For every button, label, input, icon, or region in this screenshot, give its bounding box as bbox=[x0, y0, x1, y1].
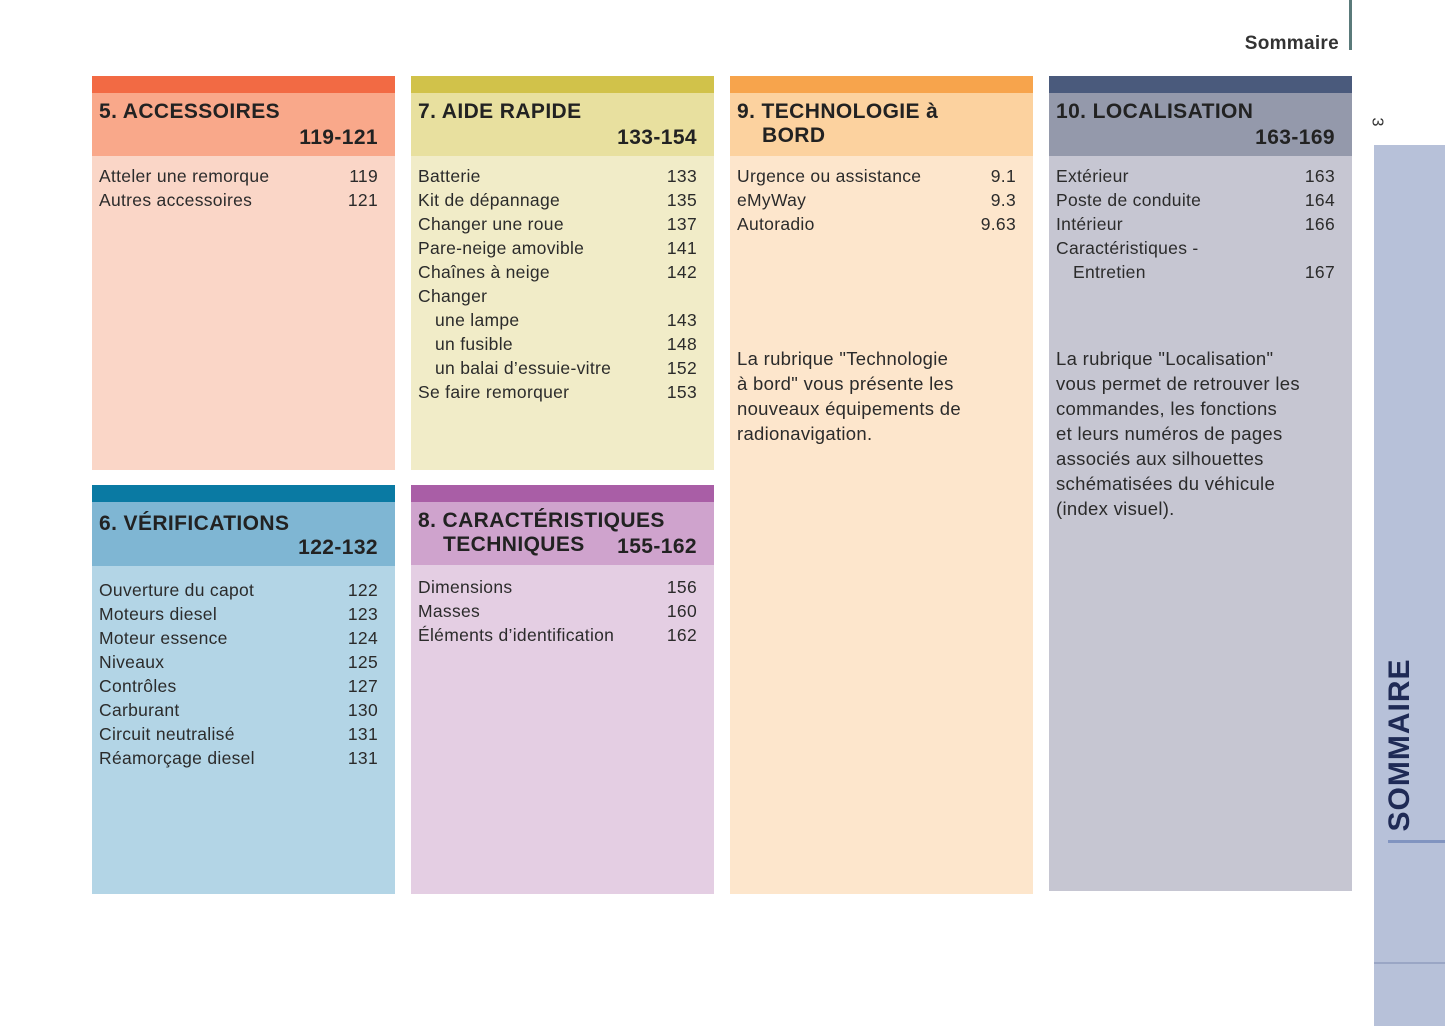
toc-entry-page: 9.63 bbox=[980, 214, 1016, 234]
toc-entry-label: Autres accessoires bbox=[99, 190, 253, 210]
side-tab-text: SOMMAIRE bbox=[1383, 658, 1416, 832]
toc-entry[interactable] bbox=[418, 380, 707, 404]
section-title-line-2: TECHNIQUES bbox=[443, 533, 585, 556]
description-line: vous permet de retrouver les bbox=[1056, 373, 1300, 394]
toc-entry[interactable] bbox=[99, 674, 388, 698]
section-header bbox=[411, 93, 714, 156]
section-localisation bbox=[1049, 76, 1352, 891]
section-body bbox=[92, 156, 395, 212]
toc-entry-page: 125 bbox=[347, 652, 378, 672]
toc-entry-page: 131 bbox=[347, 748, 378, 768]
toc-entry-label: Masses bbox=[418, 601, 481, 621]
section-verifications bbox=[92, 485, 395, 894]
toc-entry-page: 142 bbox=[666, 262, 697, 282]
section-color-stripe bbox=[411, 485, 714, 502]
description-line: radionavigation. bbox=[737, 423, 873, 444]
toc-entry[interactable] bbox=[418, 212, 707, 236]
toc-entry-label: eMyWay bbox=[737, 190, 807, 210]
toc-entry-page: 135 bbox=[666, 190, 697, 210]
toc-entry-label: Circuit neutralisé bbox=[99, 724, 235, 744]
description-line: La rubrique "Localisation" bbox=[1056, 348, 1274, 369]
toc-entry-label: un fusible bbox=[435, 334, 513, 354]
section-title: 6. VÉRIFICATIONS bbox=[99, 512, 290, 535]
toc-entry-page: 152 bbox=[666, 358, 697, 378]
page-header-title: Sommaire bbox=[1244, 33, 1339, 54]
description-line: (index visuel). bbox=[1056, 498, 1175, 519]
toc-entry[interactable] bbox=[1056, 212, 1345, 236]
toc-entry[interactable] bbox=[737, 188, 1026, 212]
toc-group-heading bbox=[1056, 236, 1345, 260]
toc-entry-label: Moteur essence bbox=[99, 628, 228, 648]
section-color-stripe bbox=[1049, 76, 1352, 93]
description-line: nouveaux équipements de bbox=[737, 398, 961, 419]
description-line: commandes, les fonctions bbox=[1056, 398, 1278, 419]
section-body bbox=[92, 566, 395, 770]
toc-entry[interactable] bbox=[99, 698, 388, 722]
toc-entry-page: 153 bbox=[666, 382, 697, 402]
section-title-line-1: 8. CARACTÉRISTIQUES bbox=[418, 509, 665, 532]
toc-entry-label: Intérieur bbox=[1056, 214, 1123, 234]
toc-entry-page: 143 bbox=[666, 310, 697, 330]
section-body bbox=[1049, 156, 1352, 521]
toc-entry-label: une lampe bbox=[435, 310, 520, 330]
toc-entry[interactable] bbox=[418, 575, 707, 599]
toc-entry-label: Changer une roue bbox=[418, 214, 564, 234]
toc-entry[interactable] bbox=[1056, 188, 1345, 212]
toc-group-heading bbox=[418, 284, 707, 308]
toc-entry-page: 121 bbox=[347, 190, 378, 210]
toc-entry-page: 162 bbox=[666, 625, 697, 645]
toc-entry-label: Poste de conduite bbox=[1056, 190, 1202, 210]
toc-entry[interactable] bbox=[418, 356, 707, 380]
toc-entry-page: 148 bbox=[666, 334, 697, 354]
toc-entry[interactable] bbox=[418, 188, 707, 212]
section-body bbox=[411, 156, 714, 404]
toc-entry-label: Niveaux bbox=[99, 652, 165, 672]
toc-entry[interactable] bbox=[418, 260, 707, 284]
section-body bbox=[411, 565, 714, 647]
toc-entry-page: 9.1 bbox=[990, 166, 1016, 186]
toc-entry-page: 163 bbox=[1304, 166, 1335, 186]
toc-entry-page: 127 bbox=[347, 676, 378, 696]
section-header bbox=[1049, 93, 1352, 156]
toc-entry-label: Kit de dépannage bbox=[418, 190, 561, 210]
toc-entry-label: un balai d’essuie-vitre bbox=[435, 358, 612, 378]
toc-entry-label: Urgence ou assistance bbox=[737, 166, 922, 186]
toc-entry-page: 130 bbox=[347, 700, 378, 720]
section-page-range: 119-121 bbox=[299, 126, 378, 149]
toc-entry[interactable] bbox=[418, 599, 707, 623]
toc-entry[interactable] bbox=[99, 188, 388, 212]
description-line: et leurs numéros de pages bbox=[1056, 423, 1283, 444]
toc-entry[interactable] bbox=[737, 164, 1026, 188]
toc-entry-label: Atteler une remorque bbox=[99, 166, 270, 186]
side-tab-divider bbox=[1374, 962, 1445, 964]
section-caracteristiques-techniques bbox=[411, 485, 714, 894]
toc-entry[interactable] bbox=[99, 626, 388, 650]
section-body bbox=[730, 156, 1033, 446]
toc-entry-label: Autoradio bbox=[737, 214, 815, 234]
section-header bbox=[92, 502, 395, 566]
toc-entry-page: 141 bbox=[666, 238, 697, 258]
toc-entry[interactable] bbox=[418, 164, 707, 188]
section-page-range: 163-169 bbox=[1255, 126, 1335, 149]
toc-entry[interactable] bbox=[418, 236, 707, 260]
toc-entry-label: Pare-neige amovible bbox=[418, 238, 585, 258]
toc-entry[interactable] bbox=[418, 332, 707, 356]
toc-entry-label: Contrôles bbox=[99, 676, 177, 696]
side-tab-underline bbox=[1388, 840, 1445, 843]
toc-entry[interactable] bbox=[99, 722, 388, 746]
toc-entry-label: Éléments d’identification bbox=[418, 625, 615, 645]
description-line: associés aux silhouettes bbox=[1056, 448, 1264, 469]
header-rule bbox=[1349, 0, 1352, 50]
toc-entry-page: 164 bbox=[1304, 190, 1335, 210]
section-header bbox=[411, 502, 714, 565]
section-description bbox=[1056, 346, 1345, 521]
toc-entry-page: 160 bbox=[666, 601, 697, 621]
page-number: 3 bbox=[1368, 117, 1386, 127]
section-page-range: 122-132 bbox=[298, 536, 378, 559]
toc-entry[interactable] bbox=[99, 602, 388, 626]
toc-entry[interactable] bbox=[1056, 164, 1345, 188]
toc-entry-label: Chaînes à neige bbox=[418, 262, 550, 282]
toc-entry[interactable] bbox=[418, 623, 707, 647]
section-title: 7. AIDE RAPIDE bbox=[418, 100, 582, 123]
description-line: à bord" vous présente les bbox=[737, 373, 954, 394]
section-page-range: 133-154 bbox=[617, 126, 697, 149]
toc-entry-label: Dimensions bbox=[418, 577, 513, 597]
toc-entry-page: 123 bbox=[347, 604, 378, 624]
description-line: schématisées du véhicule bbox=[1056, 473, 1276, 494]
section-header bbox=[92, 93, 395, 156]
toc-entry-label: Carburant bbox=[99, 700, 180, 720]
section-title-line-1: 9. TECHNOLOGIE à bbox=[737, 100, 939, 123]
toc-entry-page: 156 bbox=[666, 577, 697, 597]
toc-entry-label: Entretien bbox=[1073, 262, 1146, 282]
toc-entry[interactable] bbox=[737, 212, 1026, 236]
section-description bbox=[737, 346, 1026, 446]
side-tab[interactable] bbox=[1374, 145, 1445, 1026]
toc-entry-page: 124 bbox=[347, 628, 378, 648]
section-color-stripe bbox=[730, 76, 1033, 93]
section-page-range: 155-162 bbox=[617, 535, 697, 558]
side-tab-label bbox=[1360, 660, 1440, 830]
toc-entry-page: 119 bbox=[349, 166, 378, 186]
toc-entry-page: 137 bbox=[666, 214, 697, 234]
toc-entry-label: Caractéristiques - bbox=[1056, 238, 1199, 258]
toc-entry-label: Se faire remorquer bbox=[418, 382, 570, 402]
toc-entry[interactable] bbox=[99, 650, 388, 674]
toc-entry[interactable] bbox=[99, 578, 388, 602]
section-technologie-a-bord bbox=[730, 76, 1033, 894]
section-color-stripe bbox=[92, 485, 395, 502]
toc-entry-page: 122 bbox=[347, 580, 378, 600]
section-header bbox=[730, 93, 1033, 156]
toc-entry-label: Changer bbox=[418, 286, 488, 306]
section-title: 10. LOCALISATION bbox=[1056, 100, 1254, 123]
toc-entry-label: Batterie bbox=[418, 166, 481, 186]
toc-entry-label: Moteurs diesel bbox=[99, 604, 218, 624]
toc-entry-page: 9.3 bbox=[990, 190, 1016, 210]
toc-entry-label: Extérieur bbox=[1056, 166, 1129, 186]
toc-entry-page: 167 bbox=[1304, 262, 1335, 282]
toc-entry-label: Réamorçage diesel bbox=[99, 748, 255, 768]
toc-entry-page: 133 bbox=[666, 166, 697, 186]
toc-entry[interactable] bbox=[99, 746, 388, 770]
toc-entry[interactable] bbox=[99, 164, 388, 188]
toc-entry-page: 166 bbox=[1304, 214, 1335, 234]
section-title-line-2: BORD bbox=[762, 124, 826, 147]
toc-entry[interactable] bbox=[418, 308, 707, 332]
section-title: 5. ACCESSOIRES bbox=[99, 100, 281, 123]
section-color-stripe bbox=[411, 76, 714, 93]
description-line: La rubrique "Technologie bbox=[737, 348, 949, 369]
toc-entry-label: Ouverture du capot bbox=[99, 580, 255, 600]
section-color-stripe bbox=[92, 76, 395, 93]
toc-entry[interactable] bbox=[1056, 260, 1345, 284]
section-aide-rapide bbox=[411, 76, 714, 470]
toc-entry-page: 131 bbox=[347, 724, 378, 744]
section-accessoires bbox=[92, 76, 395, 470]
